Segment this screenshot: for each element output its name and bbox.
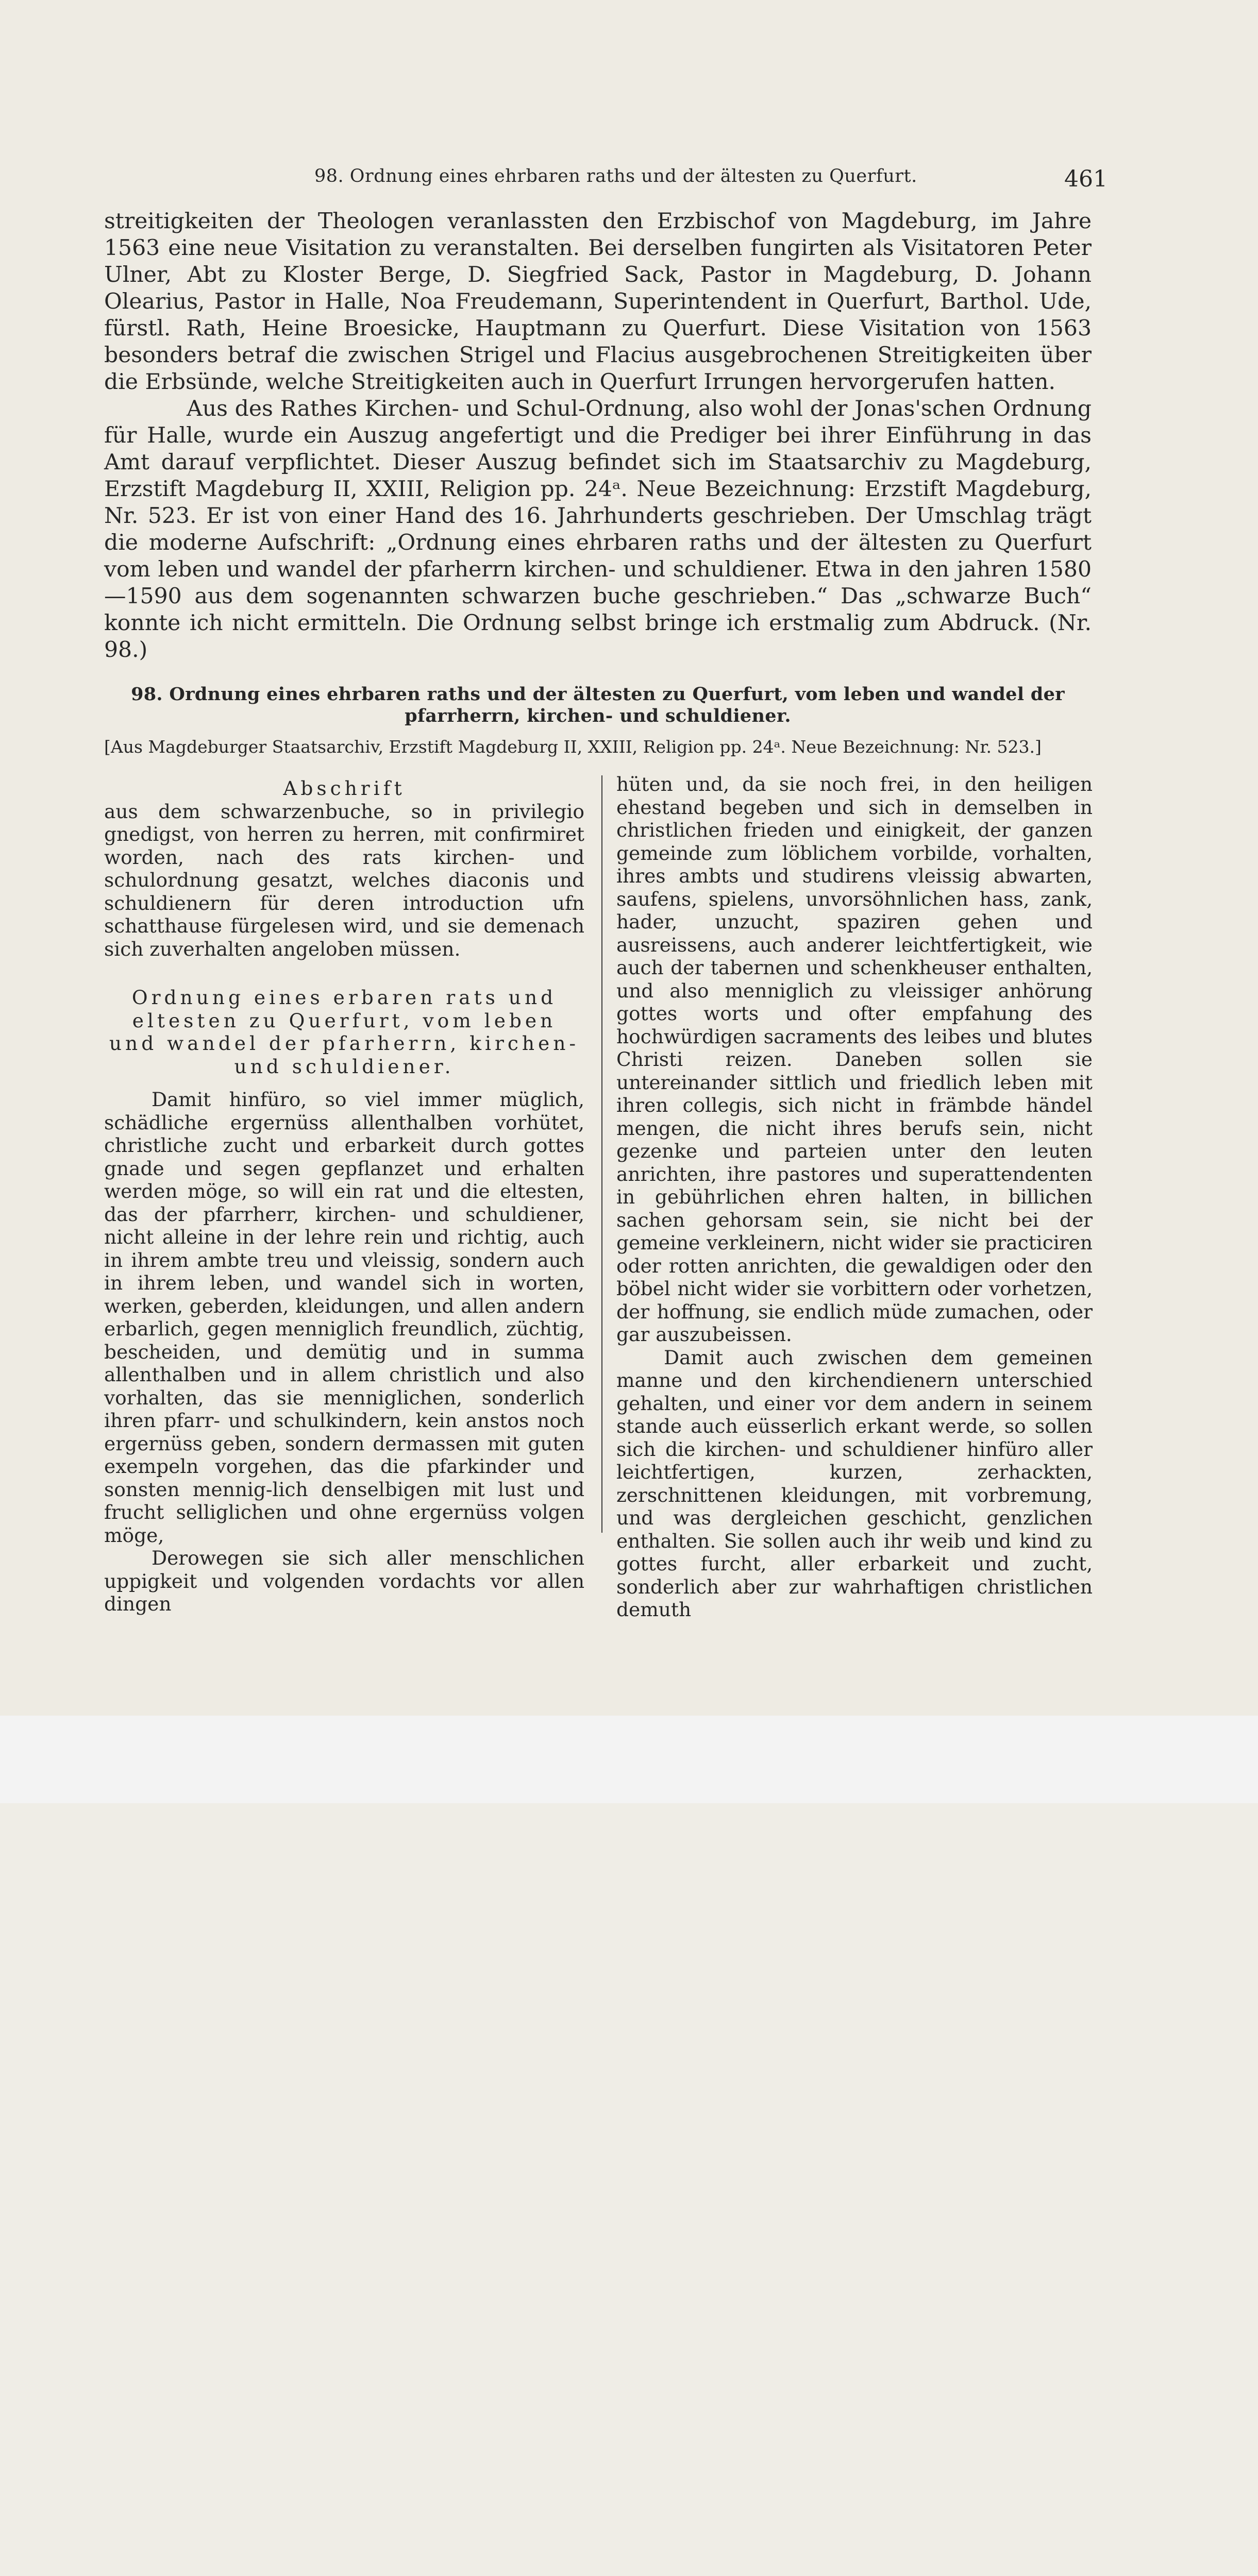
intro-paragraph: streitigkeiten der Theologen veranlassten den Erzbischof von Magdeburg, im Jahre 1563 eine neue Visitation zu veranstalten. Bei derselben fungirten als Visitatoren Peter Ulner, Abt zu Kloster Berge, D. Siegfried Sack, Pastor in Magdeburg, D. Johann Olearius, Pastor in Halle, Noa Freudemann, Superintendent in Querfurt, Barthol. Ude, fürstl. Rath, Heine Broesicke, Hauptmann zu Querfurt. Diese Visitation von 1563 besonders betraf die zwischen Strigel und Flacius ausgebrochenen Streitigkeiten über die Erbsünde, welche Streitigkeiten auch in Querfurt Irrungen hervorgerufen hatten. bbox=[104, 209, 1092, 395]
abschrift-heading: Abschrift bbox=[283, 777, 406, 800]
abschrift-text: aus dem schwarzenbuche, so in privilegio gnedigst, von herren zu herren, mit confirmiret worden, nach des rats kirchen- und schulordnung gesatzt, welches diaconis und schuldienern für deren introduction ufn schatthause fürgelesen wird, und sie demenach sich zuverhalten angeloben müssen. bbox=[104, 800, 584, 960]
right-column bbox=[616, 773, 1093, 1621]
column-divider bbox=[601, 775, 602, 1533]
page-number: 461 bbox=[1064, 166, 1108, 192]
intro-paragraph: Aus des Rathes Kirchen- und Schul-Ordnung, also wohl der Jonas'schen Ordnung für Halle, wurde ein Auszug angefertigt und die Prediger bei ihrer Einführung in das Amt darauf verpflichtet. Dieser Auszug befindet sich im Staatsarchiv zu Magdeburg, Erzstift Magdeburg II, XXIII, Religion pp. 24ᵃ. Neue Bezeichnung: Erzstift Magdeburg, Nr. 523. Er ist von einer Hand des 16. Jahrhunderts geschrieben. Der Umschlag trägt die moderne Aufschrift: „Ordnung eines ehrbaren raths und der ältesten zu Querfurt vom leben und wandel der pfarherrn kirchen- und schuldiener. Etwa in den jahren 1580—1590 aus dem sogenannten schwarzen buche geschrieben.“ Das „schwarze Buch“ konnte ich nicht ermitteln. Die Ordnung selbst bringe ich erstmalig zum Abdruck. (Nr. 98.) bbox=[104, 396, 1092, 663]
body-paragraph: Damit auch zwischen dem gemeinen manne und den kirchendienern unterschied gehalten, und einer vor dem andern in seinem stande auch eüsserlich erkant werde, so sollen sich die kirchen- und schuldiener hinfüro aller leichtfertigen, kurzen, zerhackten, zerschnittenen kleidungen, mit vorbremung, und was dergleichen geschicht, genzlichen enthalten. Sie sollen auch ihr weib und kind zu gottes furcht, aller erbarkeit und zucht, sonderlich aber zur wahrhaftigen christlichen demuth bbox=[616, 1346, 1093, 1621]
intro-text bbox=[104, 208, 1092, 664]
ordnung-heading: Ordnung eines erbaren rats und eltesten zu Querfurt, vom leben und wandel der pfarherrn, kirchen- und schuldiener. bbox=[109, 986, 580, 1078]
document-title: 98. Ordnung eines ehrbaren raths und der ältesten zu Querfurt, vom leben und wandel der pfarrherrn, kirchen- und schuldiener. bbox=[131, 684, 1065, 726]
left-column bbox=[104, 777, 584, 1616]
source-citation: [Aus Magdeburger Staatsarchiv, Erzstift Magdeburg II, XXIII, Religion pp. 24ᵃ. Neue Bezeichnung: Nr. 523.] bbox=[104, 737, 1042, 757]
body-paragraph: Damit hinfüro, so viel immer müglich, schädliche ergernüss allenthalben vorhütet, christliche zucht und erbarkeit durch gottes gnade und segen gepflanzet und erhalten werden möge, so will ein rat und die eltesten, das der pfarrherr, kirchen- und schuldiener, nicht alleine in der lehre rein und richtig, auch in ihrem ambte treu und vleissig, sondern auch in ihrem leben, und wandel sich in worten, werken, geberden, kleidungen, und allen andern erbarlich, gegen menniglich freundlich, züchtig, bescheiden, und demütig und in summa allenthalben und in allem christlich und also vorhalten, das sie menniglichen, sonderlich ihren pfarr- und schulkindern, kein anstos noch ergernüss geben, sondern dermassen mit guten exempeln vorgehen, das die pfarkinder und sonsten mennig-lich denselbigen mit lust und frucht selliglichen und ohne ergernüss volgen möge, bbox=[104, 1088, 584, 1547]
running-head: 98. Ordnung eines ehrbaren raths und der ältesten zu Querfurt. bbox=[314, 166, 917, 187]
viewer-footer bbox=[0, 1716, 1258, 1803]
body-paragraph: Derowegen sie sich aller menschlichen uppigkeit und volgenden vordachts vor allen dingen bbox=[104, 1547, 584, 1615]
body-paragraph: hüten und, da sie noch frei, in den heiligen ehestand begeben und sich in demselben in christlichen frieden und einigkeit, der ganzen gemeinde zum löblichem vorbilde, vorhalten, ihres ambts und studirens vleissig abwarten, saufens, spielens, unvorsöhnlichen hass, zank, hader, unzucht, spaziren gehen und ausreissens, auch anderer leichtfertigkeit, wie auch der tabernen und schenkheuser enthalten, und also menniglich zu vleissiger anhörung gottes worts und ofter empfahung des hochwürdigen sacraments des leibes und blutes Christi reizen. Daneben sollen sie untereinander sittlich und friedlich leben mit ihren collegis, sich nicht in främbde händel mengen, die nicht ihres berufs sein, nicht gezenke und parteien unter den leuten anrichten, ihre pastores und superattendenten in gebührlichen ehren halten, in billichen sachen gehorsam sein, sie nicht bei der gemeine verkleinern, nicht wider sie practiciren oder rotten anrichten, die gewaldigen oder den böbel nicht wider sie vorbittern oder vorhetzen, der hoffnung, sie endlich müde zumachen, oder gar auszubeissen. bbox=[616, 773, 1093, 1346]
